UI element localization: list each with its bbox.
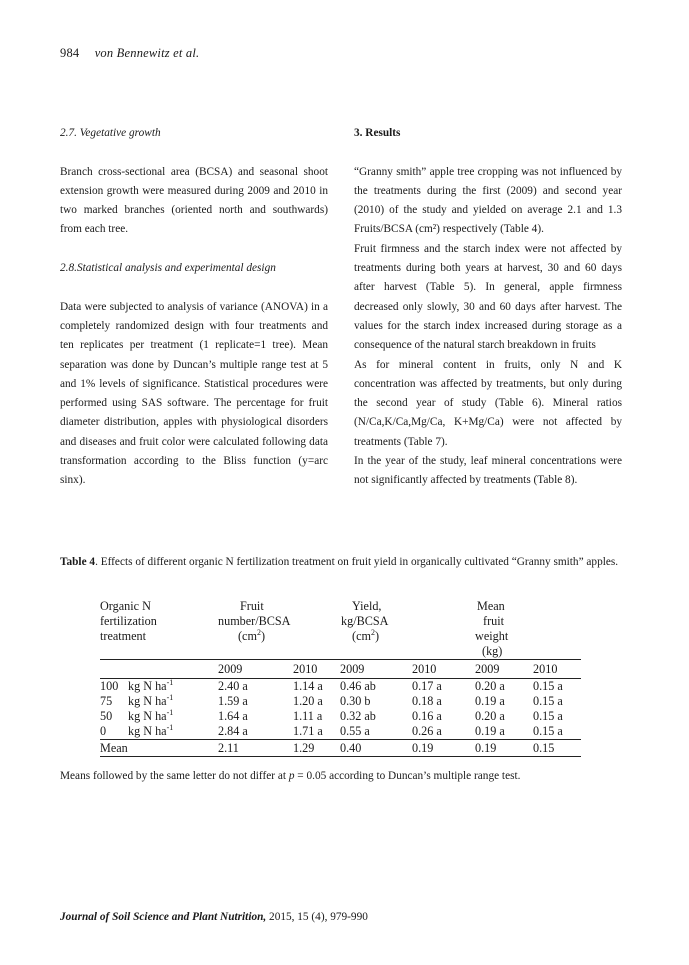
yield-header: Yield, kg/BCSA $(cm^2)$ [341,599,389,643]
year-cell: 2010 [533,660,581,679]
table-years-row [100,660,581,679]
table-label: Table 4 [60,556,96,568]
year-cell: 2010 [412,660,475,679]
results-paragraph-2: Fruit firmness and the starch index were not affected by treatments during both years at harvest, 30 and 60 days after harvest (Table 5). In general, apple firmness decreased only slowly, 30 and 60 days after harvest. The values for the starch index increased during storage as a consequence of the natural starch breakdown in fruits [354,242,622,352]
table-header-row [100,598,581,660]
page-footer [60,911,368,923]
table-caption-text: . Effects of different organic N fertilization treatment on fruit yield in organically cultivated “Granny smith” apples. [95,556,619,568]
treatment-cell: 0 kg N $ha^{-1}$ [100,722,174,738]
mean-label: Mean [100,740,218,757]
section-2-8-text: Data were subjected to analysis of variance (ANOVA) in a completely randomized design with four treatments and ten replicates per treatment (1 replicate=1 tree). Mean separation was done by Duncan’s multiple range test at 5 and 1% levels of significance. Statistical procedures were performed using SAS software. The percentage for fruit diameter distribution, apples with physiological disorders and diseases and fruit color were calculated following data transformation according to the Bliss function (y=arc sinx). [60,300,328,487]
fruit-number-header: Fruit number/BCSA $(cm^2)$ [218,599,291,643]
year-cell: 2010 [293,660,340,679]
table-footnote: Means followed by the same letter do not differ at p = 0.05 according to Duncan’s multiple range test. [60,770,521,782]
treatment-header: Organic N fertilization treatment [100,599,157,643]
left-column [60,124,328,491]
yield-table [100,598,581,757]
treatment-cell: 50 kg N $ha^{-1}$ [100,707,174,723]
journal-citation: 2015, 15 (4), 979-990 [266,911,368,923]
journal-name: Journal of Soil Science and Plant Nutrition, [60,911,267,923]
year-cell: 2009 [340,660,412,679]
treatment-cell: 75 kg N $ha^{-1}$ [100,692,174,708]
fruit-weight-header: Mean fruit weight (kg) [475,599,509,658]
section-2-8-title: 2.8.Statistical analysis and experimental design [60,262,276,275]
page-number: 984 [60,46,80,60]
table-mean-row: Mean 2.11 1.29 0.40 0.19 0.19 0.15 [100,740,581,757]
results-paragraph-4: In the year of the study, leaf mineral concentrations were not significantly affected by treatments (Table 8). [354,455,622,487]
table-row: 75 kg N $ha^{-1}$ 1.59 a 1.20 a 0.30 b 0.18 a 0.19 a 0.15 a [100,692,563,708]
treatment-cell: 100 kg N $ha^{-1}$ [100,677,174,693]
running-authors: von Bennewitz et al. [94,46,200,60]
right-column [354,124,622,491]
table-row: 100 kg N $ha^{-1}$ 2.40 a 1.14 a 0.46 ab 0.17 a 0.20 a 0.15 a [100,677,563,693]
table-row: 50 kg N $ha^{-1}$ 1.64 a 1.11 a 0.32 ab 0.16 a 0.20 a 0.15 a [100,707,563,723]
section-2-7-text: Branch cross-sectional area (BCSA) and seasonal shoot extension growth were measured during 2009 and 2010 in two marked branches (oriented north and southwards) from each tree. [60,165,328,236]
year-cell: 2009 [218,660,293,679]
results-paragraph-1: “Granny smith” apple tree cropping was not influenced by the treatments during the first (2009) and second year (2010) of the study and yielded on average 2.1 and 1.3 Fruits/BCSA (cm²) respectively (Table 4). [354,165,622,236]
section-2-7-title: 2.7. Vegetative growth [60,127,161,139]
results-paragraph-3: As for mineral content in fruits, only N and K concentration was affected by treatments, but only during the second year of study (Table 6). Mineral ratios (N/Ca,K/Ca,Mg/Ca, K+Mg/Ca) were not affected by treatments (Table 7). [354,358,622,448]
year-cell: 2009 [475,660,533,679]
table-caption [60,553,626,572]
page-header [60,46,199,61]
table-row: 0 kg N $ha^{-1}$ 2.84 a 1.71 a 0.55 a 0.26 a 0.19 a 0.15 a [100,722,563,738]
section-3-title: 3. Results [354,127,401,139]
